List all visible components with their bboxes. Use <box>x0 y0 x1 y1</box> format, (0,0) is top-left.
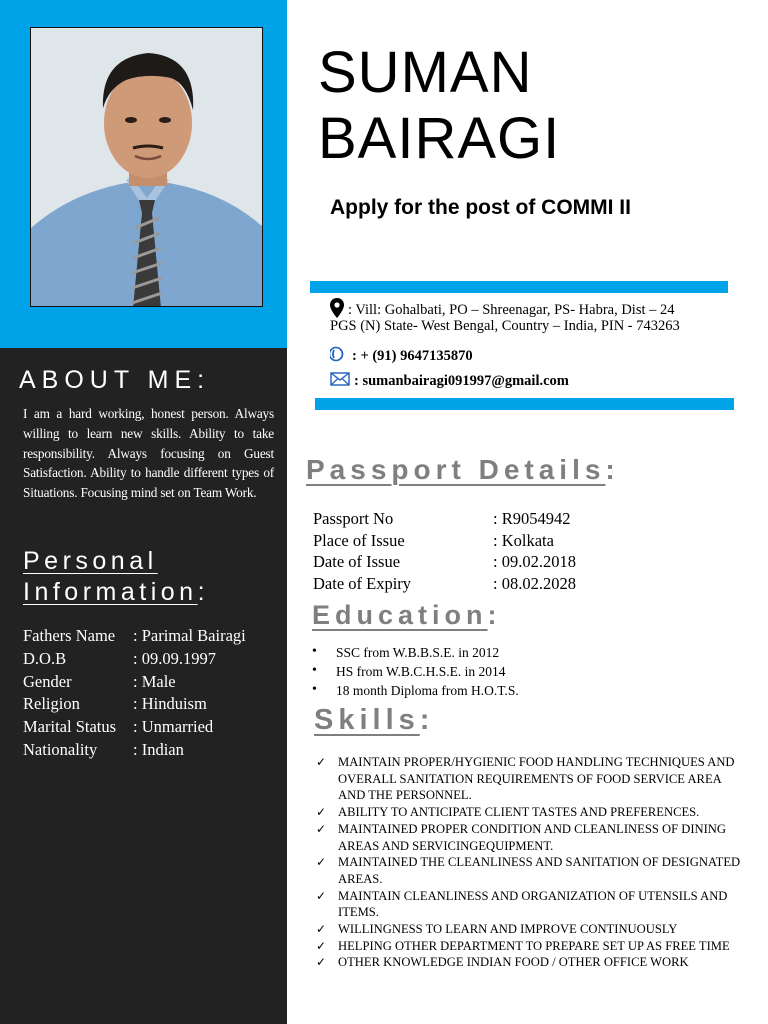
post-applied: Apply for the post of COMMI II <box>330 196 631 219</box>
phone-line: : + (91) 9647135870 <box>330 346 473 367</box>
list-item: ✓ MAINTAIN CLEANLINESS AND ORGANIZATION OF UTENSILS AND ITEMS. <box>316 888 728 920</box>
list-item: ✓ ABILITY TO ANTICIPATE CLIENT TASTES AND PREFERENCES. <box>316 805 700 820</box>
phone-icon <box>330 346 348 367</box>
checkmark-icon: ✓ <box>316 805 327 820</box>
checkmark-icon: ✓ <box>316 888 327 903</box>
list-item: • SSC from W.B.B.S.E. in 2012 <box>312 645 519 664</box>
checkmark-icon: ✓ <box>316 855 327 870</box>
about-heading: ABOUT ME: <box>19 366 211 394</box>
education-heading: Education: <box>312 600 502 630</box>
checkmark-icon: ✓ <box>316 938 327 953</box>
passport-heading: Passport Details: <box>306 454 620 485</box>
envelope-icon <box>330 372 350 391</box>
list-item: ✓ MAINTAINED PROPER CONDITION AND CLEANLINESS OF DINING AREAS AND SERVICINGEQUIPMENT. <box>316 821 726 853</box>
about-text: I am a hard working, honest person. Always willing to learn new skills. Ability to take responsibility. Always focusing on Guest Satisfaction. Ability to handle different types of Situations. Focusing mind set on Team Work. <box>23 406 274 501</box>
skills-list <box>316 754 746 971</box>
person-photo-illustration <box>31 28 263 307</box>
profile-photo <box>30 27 263 307</box>
accent-bar-bottom <box>315 398 734 410</box>
checkmark-icon: ✓ <box>316 955 327 970</box>
checkmark-icon: ✓ <box>316 755 327 769</box>
accent-bar-top <box>310 281 728 293</box>
address-line-2: PGS (N) State- West Bengal, Country – India, PIN - 743263 <box>330 318 680 334</box>
list-item: ✓ WILLINGNESS TO LEARN AND IMPROVE CONTINUOUSLY <box>316 922 678 937</box>
checkmark-icon: ✓ <box>316 821 327 836</box>
list-item: ✓ OTHER KNOWLEDGE INDIAN FOOD / OTHER OFFICE WORK <box>316 955 689 970</box>
list-item: ✓ HELPING OTHER DEPARTMENT TO PREPARE SET UP AS FREE TIME <box>316 938 730 953</box>
personal-info-heading: Personal Information: <box>23 547 210 606</box>
photo-panel <box>0 0 287 348</box>
list-item: ✓ MAINTAIN PROPER/HYGIENIC FOOD HANDLING TECHNIQUES AND OVERALL SANITATION REQUIREMENTS OF FOOD SERVICE AREA AND THE PERSONNEL. <box>316 755 735 803</box>
list-item: • HS from W.B.C.H.S.E. in 2014 <box>312 664 519 683</box>
skills-heading: Skills: <box>314 704 435 736</box>
candidate-name: SUMAN BAIRAGI <box>318 40 561 171</box>
email-line: : sumanbairagi091997@gmail.com <box>330 372 569 391</box>
education-list <box>312 645 519 702</box>
address-line-1: : Vill: Gohalbati, PO – Shreenagar, PS- Habra, Dist – 24 <box>330 298 675 323</box>
list-item: ✓ MAINTAINED THE CLEANLINESS AND SANITATION OF DESIGNATED AREAS. <box>316 855 741 886</box>
list-item: • 18 month Diploma from H.O.T.S. <box>312 683 519 702</box>
checkmark-icon: ✓ <box>316 922 327 937</box>
